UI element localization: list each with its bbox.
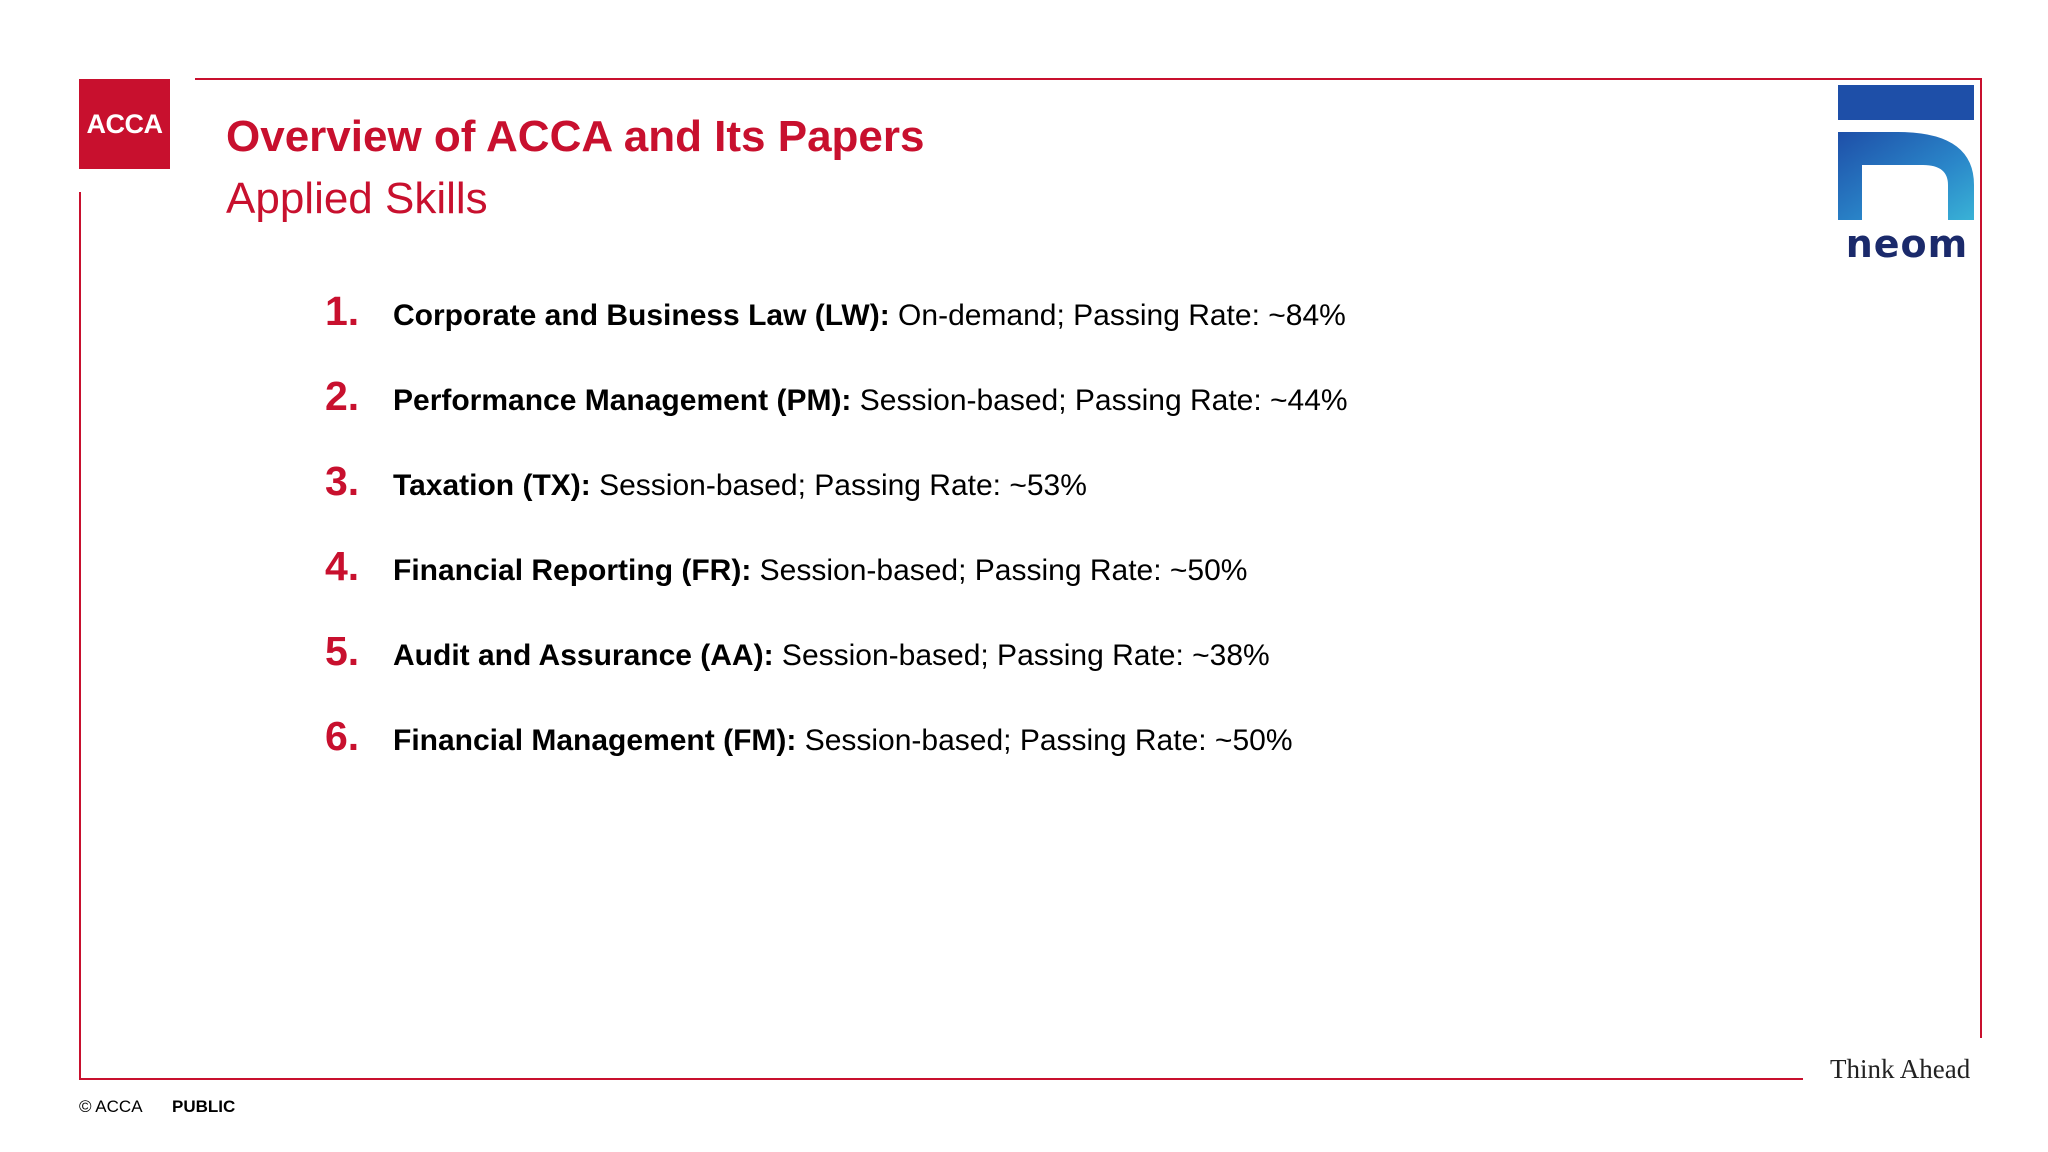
item-number: 5.: [325, 628, 360, 674]
paper-detail: Session-based; Passing Rate: ~50%: [751, 554, 1248, 587]
copyright: © ACCA: [79, 1097, 143, 1116]
paper-name: Financial Management (FM):: [393, 724, 797, 757]
tagline: Think Ahead: [1830, 1054, 1971, 1084]
paper-name: Audit and Assurance (AA):: [393, 639, 774, 672]
item-number: 2.: [325, 373, 360, 419]
neom-logo-bar: [1838, 85, 1974, 120]
item-text: [393, 724, 1293, 758]
neom-logo-arch: [1838, 132, 1974, 220]
frame-left-line: [79, 192, 81, 1080]
frame-top-line: [195, 78, 1982, 80]
paper-detail: Session-based; Passing Rate: ~38%: [773, 639, 1270, 672]
page-subtitle: Applied Skills: [226, 174, 488, 223]
list-item: [325, 458, 1348, 543]
paper-name: Taxation (TX):: [393, 469, 591, 502]
item-text: [393, 554, 1247, 588]
list-item: [325, 713, 1348, 798]
item-number: 4.: [325, 543, 360, 589]
frame-right-line: [1980, 78, 1982, 1038]
item-text: [393, 469, 1087, 503]
list-item: [325, 288, 1348, 373]
paper-detail: Session-based; Passing Rate: ~53%: [590, 469, 1087, 502]
item-number: 6.: [325, 713, 360, 759]
item-text: [393, 384, 1348, 418]
item-number: 3.: [325, 458, 360, 504]
paper-name: Performance Management (PM):: [393, 384, 852, 417]
paper-name: Corporate and Business Law (LW):: [393, 299, 890, 332]
papers-list: [325, 288, 1348, 798]
frame-bottom-line: [79, 1078, 1803, 1080]
paper-detail: On-demand; Passing Rate: ~84%: [889, 299, 1346, 332]
neom-wordmark: neom: [1845, 222, 1969, 266]
acca-logo: ACCA: [79, 79, 170, 169]
list-item: [325, 628, 1348, 713]
classification-label: PUBLIC: [172, 1097, 236, 1116]
item-text: [393, 639, 1270, 673]
item-number: 1.: [325, 288, 360, 334]
item-text: [393, 299, 1346, 333]
paper-detail: Session-based; Passing Rate: ~44%: [851, 384, 1348, 417]
list-item: [325, 543, 1348, 628]
page-title: Overview of ACCA and Its Papers: [226, 112, 925, 161]
list-item: [325, 373, 1348, 458]
paper-detail: Session-based; Passing Rate: ~50%: [796, 724, 1293, 757]
paper-name: Financial Reporting (FR):: [393, 554, 752, 587]
